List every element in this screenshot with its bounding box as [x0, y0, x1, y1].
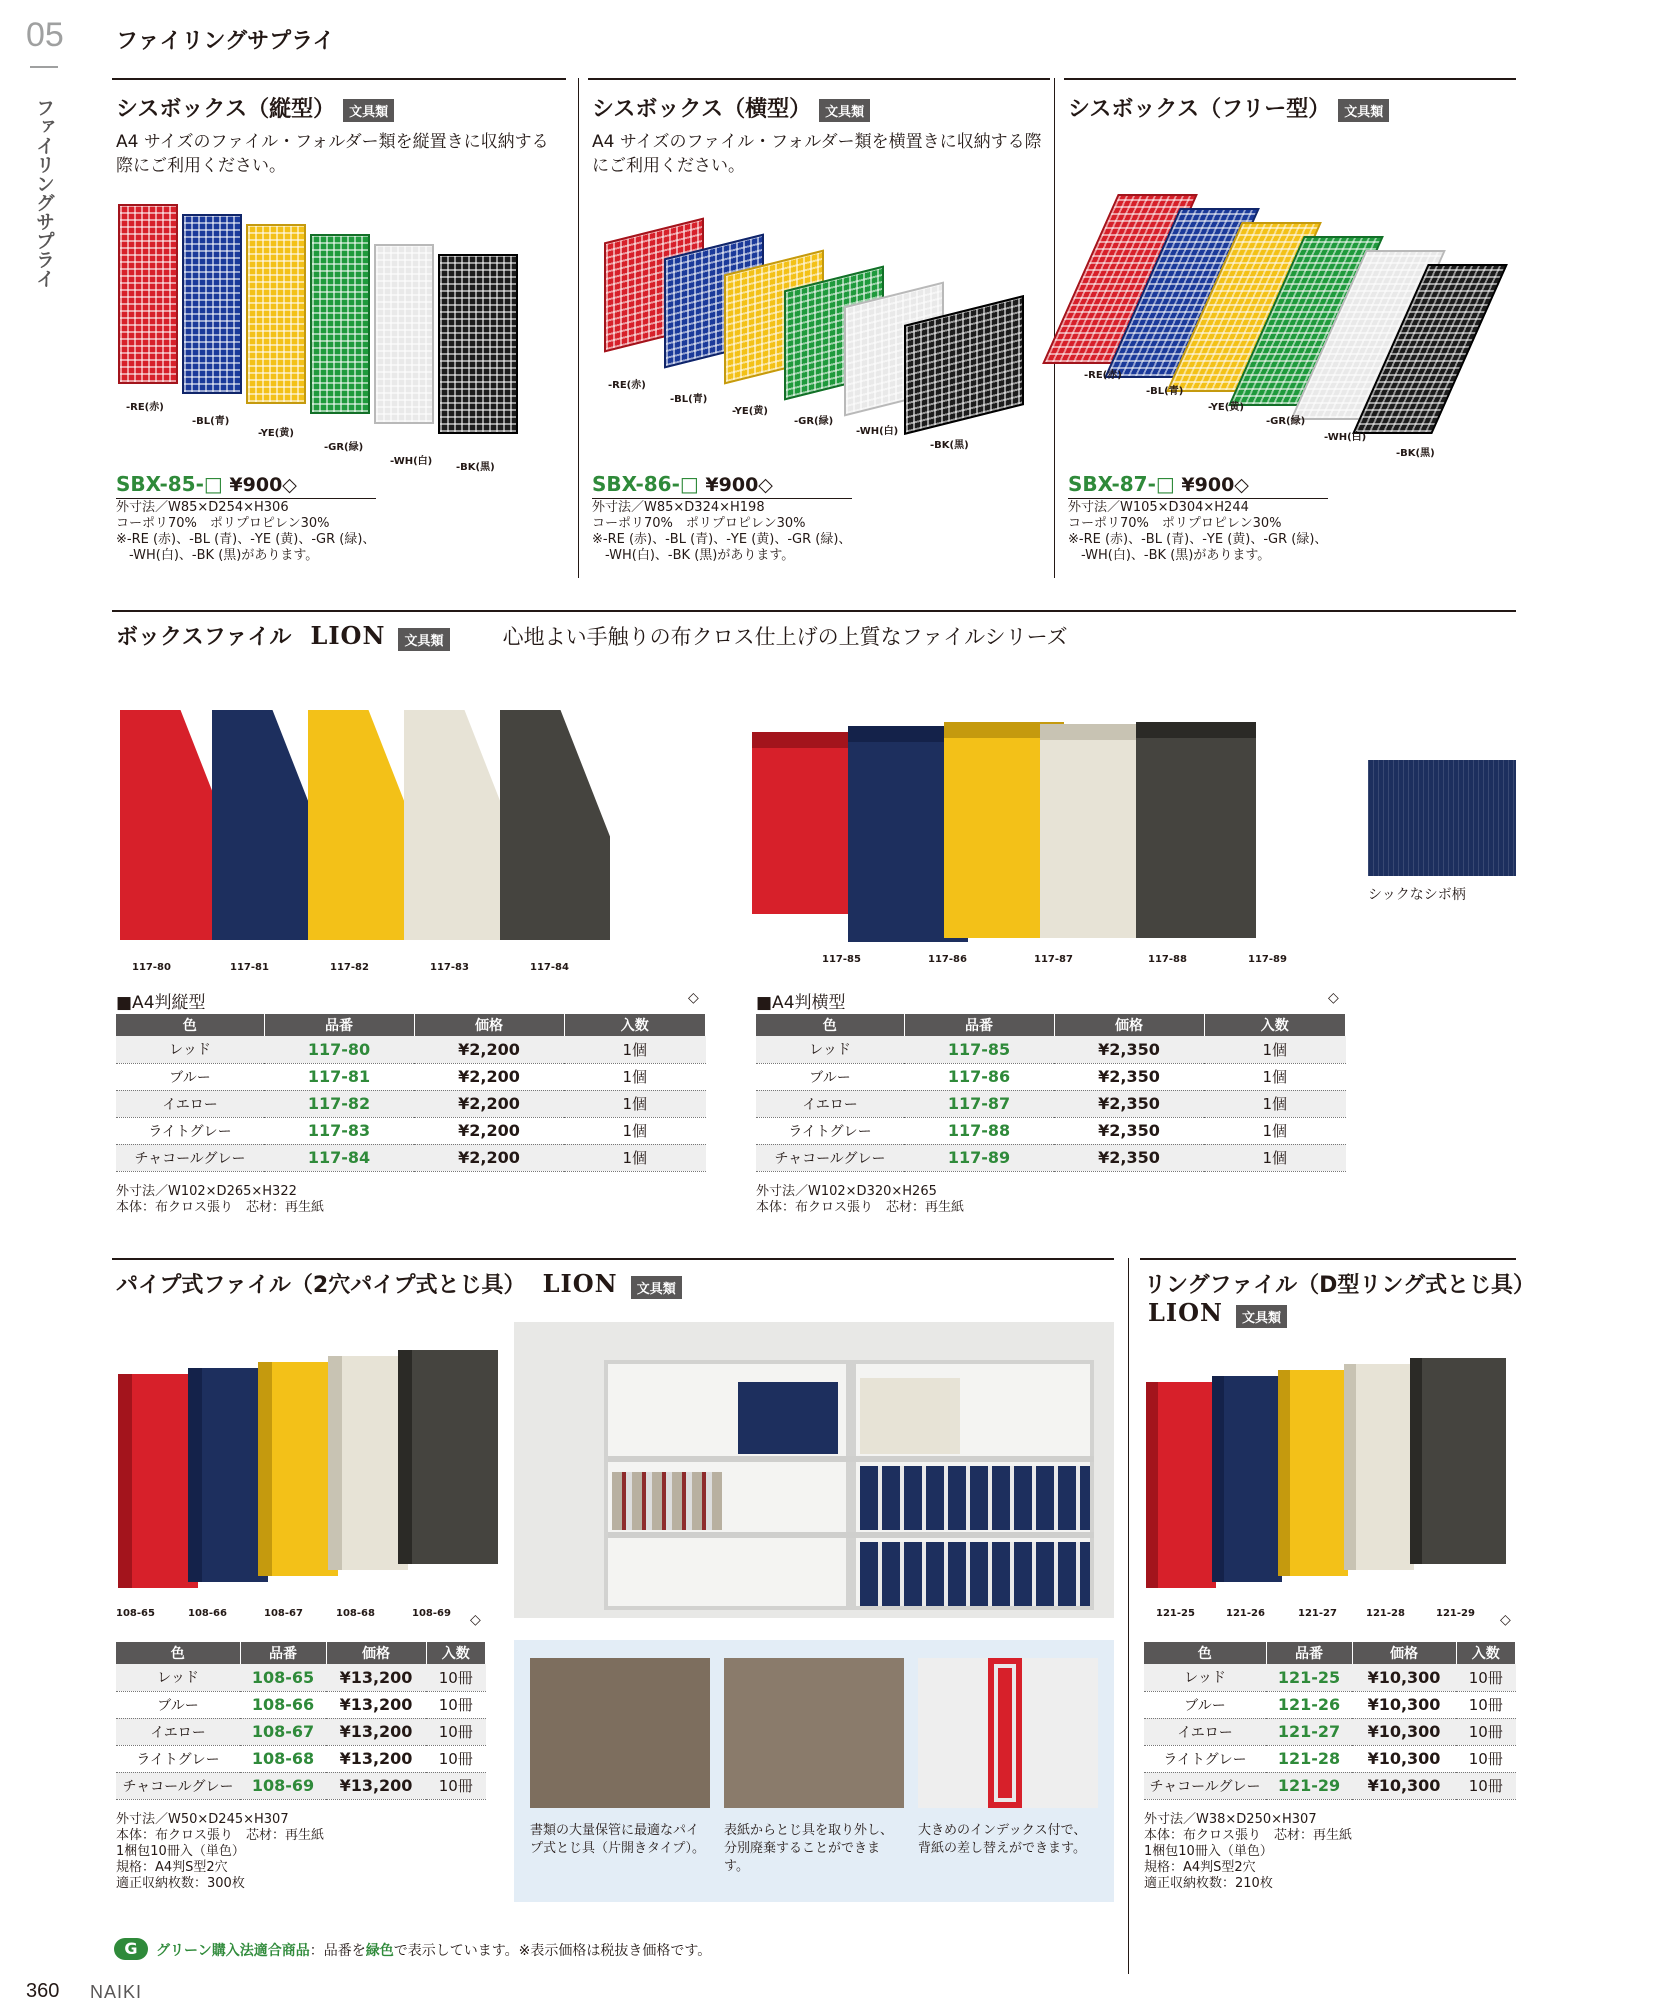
boxfile-brand: LION	[310, 621, 386, 650]
ring-code-0: 121-25	[1156, 1608, 1195, 1619]
green-label: グリーン購入法適合商品	[156, 1943, 310, 1959]
table-row: イエロー 117-82 ¥2,200 1個	[116, 1090, 706, 1117]
ring-code-2: 121-27	[1298, 1608, 1337, 1619]
shelf-divider	[846, 1360, 856, 1610]
sbx86-label-bk: -BK(黒)	[930, 440, 969, 451]
sbx87-price: ¥900◇	[1181, 474, 1249, 496]
sbx87-title: シスボックス（フリー型） 文具類	[1068, 92, 1389, 123]
table-row: ライトグレー 121-28 ¥10,300 10冊	[1144, 1745, 1516, 1772]
divider-3	[1128, 1258, 1129, 1974]
sbx87-label-re: -RE(赤)	[1084, 370, 1122, 381]
boxfile-v-diamond: ◇	[688, 990, 699, 1006]
rule-sbx85	[112, 78, 566, 80]
chapter-rule	[30, 66, 58, 68]
sbx85-code: SBX-85-□	[116, 472, 223, 496]
pipe-table: 色 品番 価格 入数 レッド 108-65 ¥13,200 10冊 ブルー 108-66 ¥13,200 10冊 イエロー 108-67 ¥13,200 10冊 ライトグレー 108-68 ¥13,200 10冊 チャコールグレー 108-69 ¥13,200 10冊	[116, 1642, 486, 1800]
sbx85-title: シスボックス（縦型） 文具類	[116, 92, 394, 123]
table-row: ライトグレー 117-88 ¥2,350 1個	[756, 1117, 1346, 1144]
boxfile-title-line	[116, 620, 1068, 651]
rule-sbx87	[1064, 78, 1516, 80]
boxfile-v-specs: 外寸法／W102×D265×H322 本体：布クロス張り 芯材：再生紙	[116, 1184, 325, 1215]
pipe-code-4: 108-69	[412, 1608, 451, 1619]
sbx86-title: シスボックス（横型） 文具類	[592, 92, 870, 123]
feature-text-3: 大きめのインデックス付で、背紙の差し替えができます。	[918, 1823, 1087, 1856]
side-label: ファイリングサプライ	[33, 98, 55, 288]
boxfile-v-heading: ■A4判縦型	[116, 993, 206, 1013]
table-row: レッド 117-85 ¥2,350 1個	[756, 1036, 1346, 1063]
sbx85-photo	[110, 196, 570, 473]
table-row: イエロー 117-87 ¥2,350 1個	[756, 1090, 1346, 1117]
boxfile-h-code-4: 117-89	[1248, 954, 1287, 965]
ring-binders-photo	[1140, 1352, 1520, 1600]
pipe-code-3: 108-68	[336, 1608, 375, 1619]
ring-table: 色 品番 価格 入数 レッド 121-25 ¥10,300 10冊 ブルー 121-26 ¥10,300 10冊 イエロー 121-27 ¥10,300 10冊 ライトグレー 121-28 ¥10,300 10冊 チャコールグレー 121-29 ¥10,300 10冊	[1144, 1642, 1516, 1800]
footer-brand: NAIKI	[90, 1982, 143, 2002]
sbx87-label-bl: -BL(青)	[1146, 386, 1184, 397]
ring-brand-line	[1148, 1298, 1287, 1328]
boxfile-v-table: 色 品番 価格 入数 レッド 117-80 ¥2,200 1個 ブルー 117-81 ¥2,200 1個 イエロー 117-82 ¥2,200 1個 ライトグレー 117-83 ¥2,200 1個 チャコールグレー 117-84 ¥2,200 1個	[116, 1014, 706, 1172]
shelf-books	[612, 1472, 722, 1530]
rule-pipe	[112, 1258, 1114, 1260]
pipe-diamond: ◇	[470, 1612, 481, 1628]
boxfile-v-code-0: 117-80	[132, 962, 171, 973]
binder-108-66	[188, 1368, 268, 1582]
boxfile-catch: 心地よい手触りの布クロス仕上げの上質なファイルシリーズ	[502, 625, 1068, 649]
sbx85-red	[118, 204, 178, 384]
feature-photo-2	[724, 1658, 904, 1808]
green-word: 緑色	[365, 1943, 394, 1959]
sbx87-code: SBX-87-□	[1068, 472, 1175, 496]
boxfile-v-code-1: 117-81	[230, 962, 269, 973]
rule-boxfile	[112, 610, 1516, 612]
shelf-photo	[514, 1322, 1114, 1618]
boxfile-h-code-0: 117-85	[822, 954, 861, 965]
pipe-title: パイプ式ファイル（2穴パイプ式とじ具）	[116, 1273, 526, 1298]
sbx85-label-ye: -YE(黄)	[258, 428, 294, 439]
sbx87-label-bk: -BK(黒)	[1396, 448, 1435, 459]
table-row: ブルー 121-26 ¥10,300 10冊	[1144, 1691, 1516, 1718]
boxfile-h-diamond: ◇	[1328, 990, 1339, 1006]
sbx85-price-line	[116, 472, 297, 496]
cloth-pattern-swatch	[1368, 760, 1516, 876]
sbx87-price-rule	[1068, 498, 1328, 499]
shelf-board-1	[608, 1456, 1094, 1462]
shelf-binders-row-2	[860, 1542, 1090, 1606]
ring-specs: 外寸法／W38×D250×H307 本体：布クロス張り 芯材：再生紙 1梱包10冊入（単色） 規格：A4判S型2穴 適正収納枚数：210枚	[1144, 1812, 1353, 1891]
binder-121-27	[1278, 1370, 1348, 1576]
sbx87-tag: 文具類	[1338, 99, 1389, 122]
sbx85-price: ¥900◇	[229, 474, 297, 496]
shelf-binders-row	[860, 1466, 1090, 1530]
sbx86-code: SBX-86-□	[592, 472, 699, 496]
pipe-code-1: 108-66	[188, 1608, 227, 1619]
box-117-81	[212, 710, 322, 940]
sbx86-photo	[590, 216, 1050, 456]
table-row: ブルー 117-81 ¥2,200 1個	[116, 1063, 706, 1090]
boxfile-h-code-2: 117-87	[1034, 954, 1073, 965]
table-row: レッド 121-25 ¥10,300 10冊	[1144, 1664, 1516, 1691]
pipe-title-line	[116, 1268, 682, 1299]
sbx85-label-bk: -BK(黒)	[456, 462, 495, 473]
binder-121-26	[1212, 1376, 1282, 1582]
ring-title: リングファイル（D型リング式とじ具）	[1144, 1273, 1535, 1298]
sbx86-tag: 文具類	[819, 99, 870, 122]
sbx87-price-line	[1068, 472, 1249, 496]
rule-ring	[1140, 1258, 1516, 1260]
shelf-board-2	[608, 1532, 1094, 1538]
boxfile-horizontal-photo	[748, 722, 1298, 942]
box-117-84	[500, 710, 610, 940]
divider-2	[1054, 78, 1055, 578]
binder-108-68	[328, 1356, 408, 1570]
boxfile-h-code-3: 117-88	[1148, 954, 1187, 965]
sbx85-yellow	[246, 224, 306, 404]
sbx86-price-line	[592, 472, 773, 496]
feature-text-2: 表紙からとじ具を取り外し、分別廃棄することができます。	[724, 1823, 894, 1874]
feature-text-1: 書類の大量保管に最適なパイプ式とじ具（片開きタイプ）。	[530, 1823, 705, 1856]
table-row: チャコールグレー 117-84 ¥2,200 1個	[116, 1144, 706, 1171]
table-row: イエロー 108-67 ¥13,200 10冊	[116, 1718, 486, 1745]
sbx87-label-gr: -GR(緑)	[1266, 416, 1306, 427]
table-row: チャコールグレー 117-89 ¥2,350 1個	[756, 1144, 1346, 1171]
boxfile-h-specs: 外寸法／W102×D320×H265 本体：布クロス張り 芯材：再生紙	[756, 1184, 965, 1215]
ring-code-1: 121-26	[1226, 1608, 1265, 1619]
table-row: ライトグレー 108-68 ¥13,200 10冊	[116, 1745, 486, 1772]
boxfile-title: ボックスファイル	[116, 625, 292, 650]
sbx87-label-wh: -WH(白)	[1324, 432, 1367, 443]
section-title: ファイリングサプライ	[116, 29, 335, 54]
pipe-specs: 外寸法／W50×D245×H307 本体：布クロス張り 芯材：再生紙 1梱包10冊入（単色） 規格：A4判S型2穴 適正収納枚数：300枚	[116, 1812, 325, 1891]
sbx85-white	[374, 244, 434, 424]
shelf-light-boxes	[860, 1378, 960, 1454]
sbx85-desc: A4 サイズのファイル・フォルダー類を縦置きに収納する際にご利用ください。	[116, 132, 549, 176]
chapter-number: 05	[26, 16, 64, 54]
sbx85-label-gr: -GR(緑)	[324, 442, 364, 453]
shelf-navy-boxes	[738, 1382, 838, 1454]
sbx86-label-bl: -BL(青)	[670, 394, 708, 405]
pipe-tag: 文具類	[631, 1276, 682, 1299]
sbx86-label-re: -RE(赤)	[608, 380, 646, 391]
rule-sbx86	[588, 78, 1050, 80]
boxfile-vertical-photo	[112, 706, 632, 956]
boxfile-v-code-4: 117-84	[530, 962, 569, 973]
ring-diamond: ◇	[1500, 1612, 1511, 1628]
sbx85-label-re: -RE(赤)	[126, 402, 164, 413]
sbx87-photo	[1066, 180, 1526, 460]
sbx85-label-wh: -WH(白)	[390, 456, 433, 467]
pipe-feature-panel	[514, 1640, 1114, 1902]
boxfile-h-code-1: 117-86	[928, 954, 967, 965]
feature-photo-1	[530, 1658, 710, 1808]
box-117-82	[308, 710, 418, 940]
pipe-code-2: 108-67	[264, 1608, 303, 1619]
boxfile-h-table: 色 品番 価格 入数 レッド 117-85 ¥2,350 1個 ブルー 117-86 ¥2,350 1個 イエロー 117-87 ¥2,350 1個 ライトグレー 117-88 ¥2,350 1個 チャコールグレー 117-89 ¥2,350 1個	[756, 1014, 1346, 1172]
pipe-binders-photo	[112, 1350, 512, 1600]
table-row: レッド 117-80 ¥2,200 1個	[116, 1036, 706, 1063]
green-note: グリーン購入法適合商品：品番を緑色で表示しています。※表示価格は税抜き価格です。	[156, 1943, 712, 1959]
sbx85-price-rule	[116, 498, 376, 499]
page-number: 360	[26, 1980, 60, 2002]
sbx85-blue	[182, 214, 242, 394]
feature-photo-3	[918, 1658, 1098, 1808]
sbx85-black	[438, 254, 518, 434]
table-row: ブルー 108-66 ¥13,200 10冊	[116, 1691, 486, 1718]
binder-121-25	[1146, 1382, 1216, 1588]
box-117-89	[1136, 722, 1256, 938]
sbx87-label-ye: -YE(黄)	[1208, 402, 1244, 413]
sbx87-specs: 外寸法／W105×D304×H244 コーポリ70% ポリプロピレン30% ※-RE (赤)、-BL (青)、-YE (黄)、-GR (緑)、 -WH(白)、-BK (黒)があります。	[1068, 500, 1328, 563]
boxfile-h-heading: ■A4判横型	[756, 993, 846, 1013]
cloth-pattern-caption: シックなシボ柄	[1368, 887, 1466, 903]
sbx85-label-bl: -BL(青)	[192, 416, 230, 427]
sbx86-desc: A4 サイズのファイル・フォルダー類を横置きに収納する際にご利用ください。	[592, 132, 1042, 176]
table-row: レッド 108-65 ¥13,200 10冊	[116, 1664, 486, 1691]
sbx86-price-rule	[592, 498, 852, 499]
table-row: チャコールグレー 121-29 ¥10,300 10冊	[1144, 1772, 1516, 1799]
sbx86-label-wh: -WH(白)	[856, 426, 899, 437]
binder-108-65	[118, 1374, 198, 1588]
table-row: ライトグレー 117-83 ¥2,200 1個	[116, 1117, 706, 1144]
table-row: ブルー 117-86 ¥2,350 1個	[756, 1063, 1346, 1090]
divider-1	[578, 78, 579, 578]
pipe-brand: LION	[542, 1269, 618, 1298]
boxfile-tag: 文具類	[398, 628, 449, 651]
table-row: イエロー 121-27 ¥10,300 10冊	[1144, 1718, 1516, 1745]
green-mark-icon: G	[114, 1938, 148, 1960]
sbx85-specs: 外寸法／W85×D254×H306 コーポリ70% ポリプロピレン30% ※-RE (赤)、-BL (青)、-YE (黄)、-GR (緑)、 -WH(白)、-BK (黒)があります。	[116, 500, 376, 563]
sbx86-label-gr: -GR(緑)	[794, 416, 834, 427]
sbx85-tag: 文具類	[343, 99, 394, 122]
ring-code-3: 121-28	[1366, 1608, 1405, 1619]
ring-code-4: 121-29	[1436, 1608, 1475, 1619]
sbx85-green	[310, 234, 370, 414]
boxfile-v-code-3: 117-83	[430, 962, 469, 973]
pipe-code-0: 108-65	[116, 1608, 155, 1619]
feature-spine	[988, 1658, 1022, 1808]
binder-108-69	[398, 1350, 498, 1564]
sbx86-specs: 外寸法／W85×D324×H198 コーポリ70% ポリプロピレン30% ※-RE (赤)、-BL (青)、-YE (黄)、-GR (緑)、 -WH(白)、-BK (黒)があります。	[592, 500, 852, 563]
ring-tag: 文具類	[1236, 1305, 1287, 1328]
table-row: チャコールグレー 108-69 ¥13,200 10冊	[116, 1772, 486, 1799]
binder-121-28	[1344, 1364, 1414, 1570]
sbx86-price: ¥900◇	[705, 474, 773, 496]
box-117-83	[404, 710, 514, 940]
boxfile-v-code-2: 117-82	[330, 962, 369, 973]
sbx86-label-ye: -YE(黄)	[732, 406, 768, 417]
binder-108-67	[258, 1362, 338, 1576]
ring-brand: LION	[1148, 1298, 1223, 1327]
binder-121-29	[1410, 1358, 1506, 1564]
